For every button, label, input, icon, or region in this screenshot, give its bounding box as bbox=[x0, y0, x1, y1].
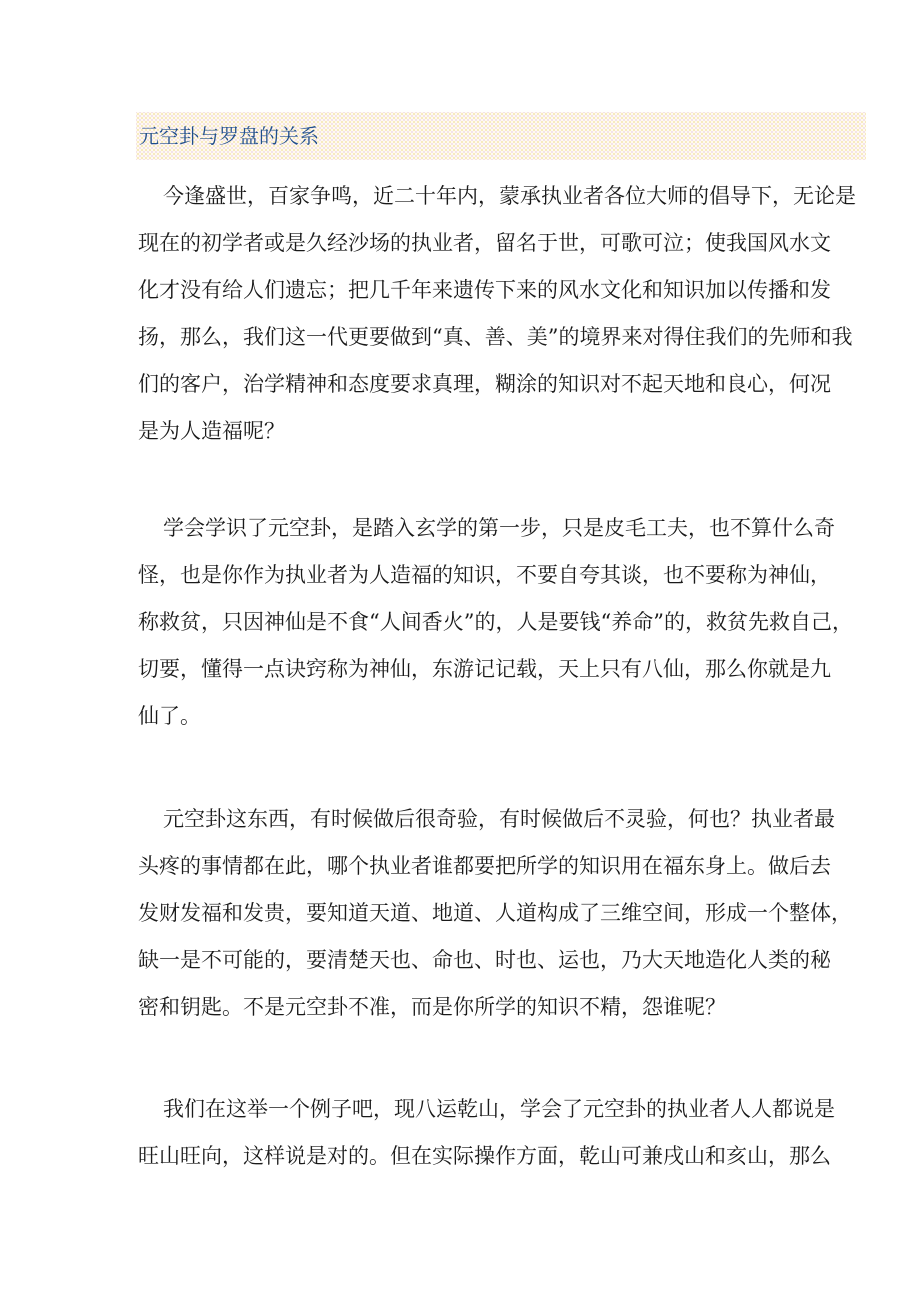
text-line: 密和钥匙。不是元空卦不准，而是你所学的知识不精，怨谁呢？ bbox=[138, 995, 726, 1019]
text-line: 我们在这举一个例子吧，现八运乾山，学会了元空卦的执业者人人都说是 bbox=[163, 1097, 835, 1121]
text-line: 今逢盛世，百家争鸣，近二十年内，蒙承执业者各位大师的倡导下，无论是 bbox=[163, 184, 856, 208]
text-line: 仙了。 bbox=[138, 704, 201, 728]
text-line: 称救贫，只因神仙是不食“人间香火”的，人是要钱“养命”的，救贫先救自己， bbox=[138, 610, 853, 634]
document-title: 元空卦与罗盘的关系 bbox=[139, 124, 319, 148]
text-line: 学会学识了元空卦，是踏入玄学的第一步，只是皮毛工夫，也不算什么奇 bbox=[163, 516, 835, 540]
text-line: 化才没有给人们遗忘；把几千年来遗传下来的风水文化和知识加以传播和发 bbox=[138, 278, 831, 302]
text-line: 缺一是不可能的，要清楚天也、命也、时也、运也，乃大天地造化人类的秘 bbox=[138, 948, 831, 972]
paragraph-2 bbox=[138, 505, 878, 740]
text-line: 切要，懂得一点诀窍称为神仙，东游记记载，天上只有八仙，那么你就是九 bbox=[138, 657, 831, 681]
text-line: 是为人造福呢？ bbox=[138, 419, 285, 443]
text-line: 现在的初学者或是久经沙场的执业者，留名于世，可歌可泣；使我国风水文 bbox=[138, 231, 831, 255]
paragraph-3 bbox=[138, 796, 878, 1031]
title-banner bbox=[136, 112, 866, 160]
text-line: 扬，那么，我们这一代更要做到“真、善、美”的境界来对得住我们的先师和我 bbox=[138, 325, 853, 349]
text-line: 怪，也是你作为执业者为人造福的知识，不要自夸其谈，也不要称为神仙， bbox=[138, 563, 831, 587]
paragraph-1 bbox=[138, 173, 878, 455]
text-line: 们的客户，治学精神和态度要求真理，糊涂的知识对不起天地和良心，何况 bbox=[138, 372, 831, 396]
paragraph-4 bbox=[138, 1086, 878, 1180]
text-line: 发财发福和发贵，要知道天道、地道、人道构成了三维空间，形成一个整体， bbox=[138, 901, 852, 925]
text-line: 旺山旺向，这样说是对的。但在实际操作方面，乾山可兼戌山和亥山，那么 bbox=[138, 1144, 831, 1168]
text-line: 元空卦这东西，有时候做后很奇验，有时候做后不灵验，何也？执业者最 bbox=[163, 807, 835, 831]
text-line: 头疼的事情都在此，哪个执业者谁都要把所学的知识用在福东身上。做后去 bbox=[138, 854, 831, 878]
